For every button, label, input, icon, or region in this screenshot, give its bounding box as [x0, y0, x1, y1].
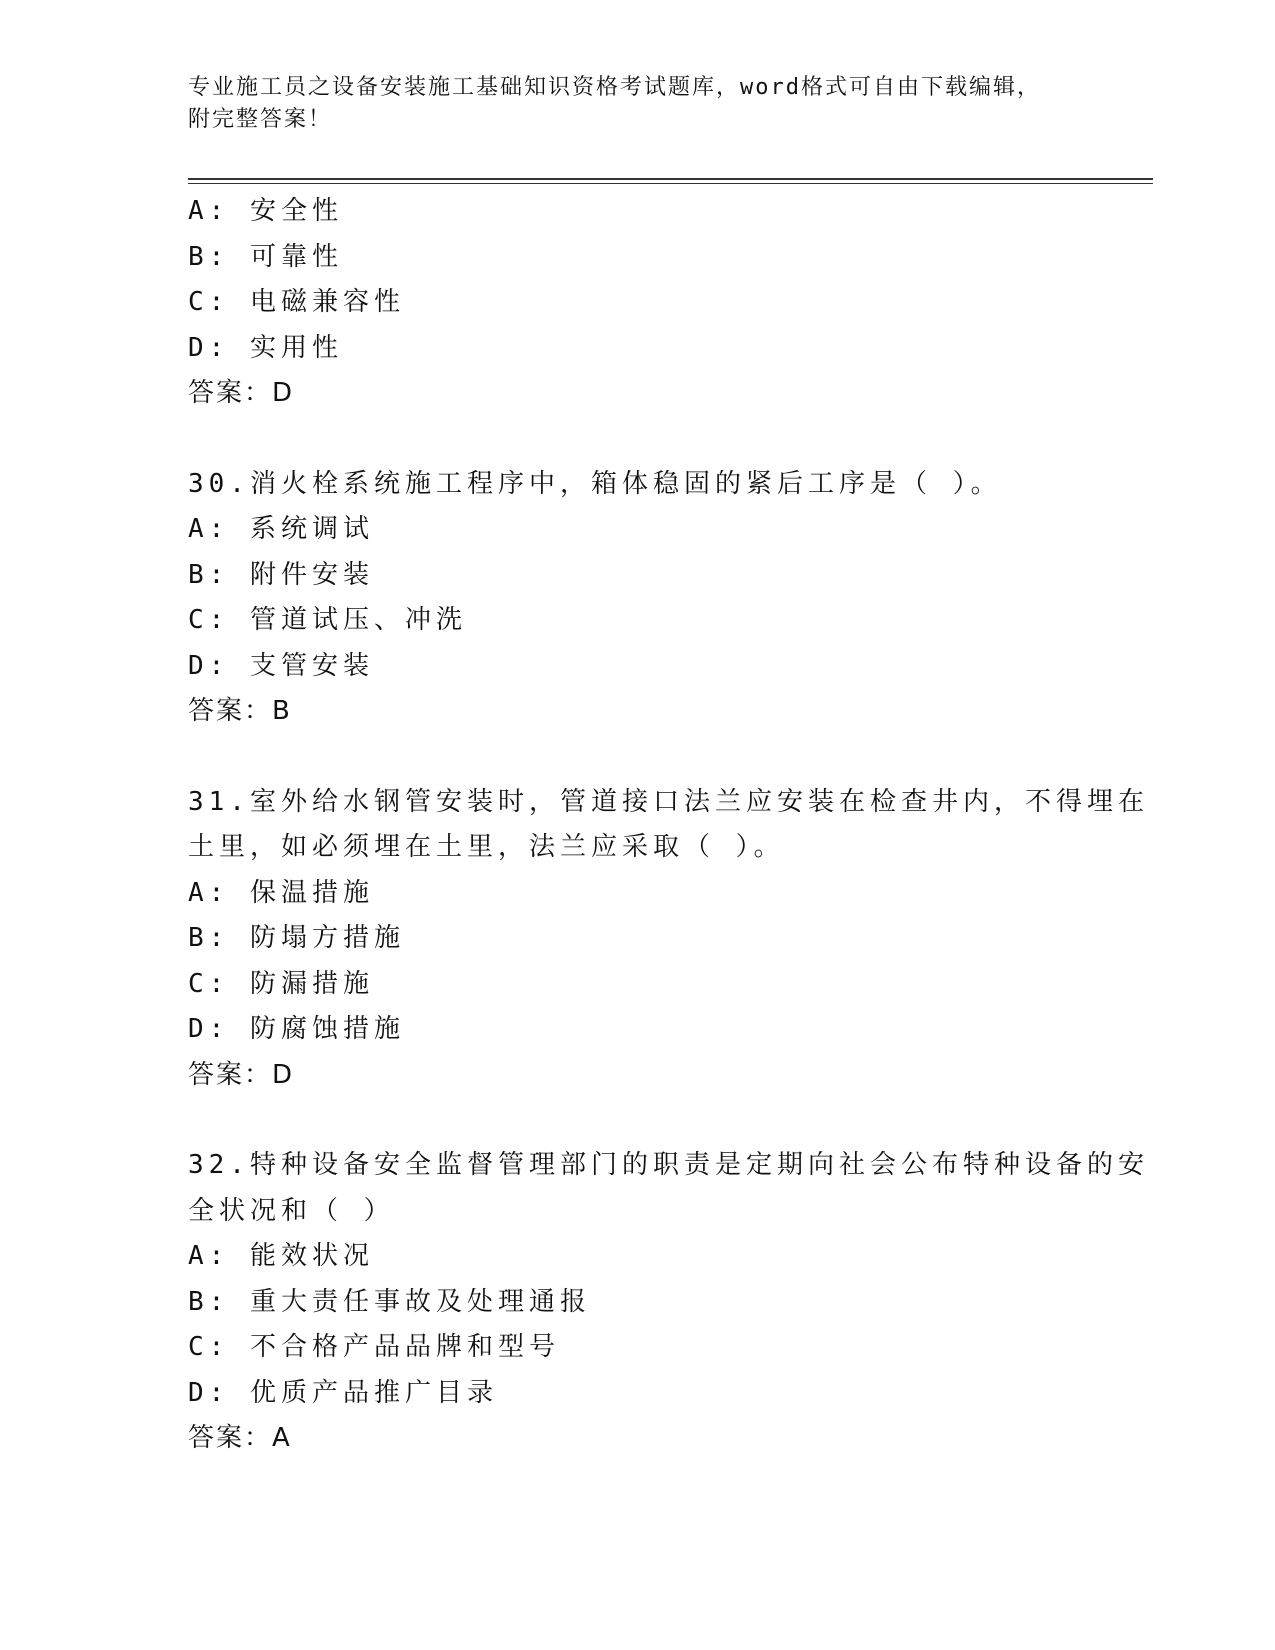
option-c: C: 不合格产品品牌和型号: [188, 1332, 560, 1362]
option-c: C: 防漏措施: [188, 968, 374, 999]
spacer: [188, 735, 1088, 780]
question-block-30: [188, 462, 1088, 735]
question-block-31: [188, 780, 1149, 1099]
option-a: A: 能效状况: [188, 1241, 374, 1271]
answer-line: 答案：D: [188, 1059, 295, 1090]
question-text-line-1: 32.特种设备安全监督管理部门的职责是定期向社会公布特种设备的安: [188, 1150, 1149, 1180]
option-d: D: 支管安装: [188, 650, 374, 681]
option-b: B: 附件安装: [188, 559, 374, 590]
question-text-line-2: 土里，如必须埋在土里，法兰应采取（ ）。: [188, 832, 785, 862]
question-text-line-2: 全状况和（ ）: [188, 1195, 395, 1226]
question-text-line-1: 31.室外给水钢管安装时，管道接口法兰应安装在检查井内，不得埋在: [188, 786, 1149, 817]
option-a: A: 安全性: [188, 196, 343, 226]
option-a: A: 系统调试: [188, 514, 374, 544]
spacer: [188, 417, 1088, 462]
option-b: B: 重大责任事故及处理通报: [188, 1286, 591, 1317]
header-divider-thin: [188, 183, 1153, 184]
option-c: C: 管道试压、冲洗: [188, 605, 467, 635]
answer-line: 答案：B: [188, 696, 292, 726]
answer-line: 答案：A: [188, 1423, 292, 1453]
spacer: [188, 1098, 1088, 1143]
header-divider-thick: [188, 178, 1153, 180]
header-line-2: 附完整答案！: [188, 107, 333, 132]
document-header: [188, 72, 1088, 136]
option-b: B: 可靠性: [188, 241, 343, 272]
option-c: C: 电磁兼容性: [188, 287, 405, 317]
option-a: A: 保温措施: [188, 877, 374, 908]
question-text: 30.消火栓系统施工程序中，箱体稳固的紧后工序是（ ）。: [188, 468, 1002, 499]
question-list: [188, 189, 1149, 1462]
answer-line: 答案：D: [188, 378, 295, 408]
question-block-29: [188, 189, 1088, 417]
option-d: D: 优质产品推广目录: [188, 1377, 498, 1408]
header-line-1: 专业施工员之设备安装施工基础知识资格考试题库，word格式可自由下载编辑，: [188, 75, 1041, 100]
option-d: D: 实用性: [188, 332, 343, 363]
question-block-32: [188, 1143, 1149, 1462]
option-b: B: 防塌方措施: [188, 923, 405, 953]
option-d: D: 防腐蚀措施: [188, 1014, 405, 1044]
